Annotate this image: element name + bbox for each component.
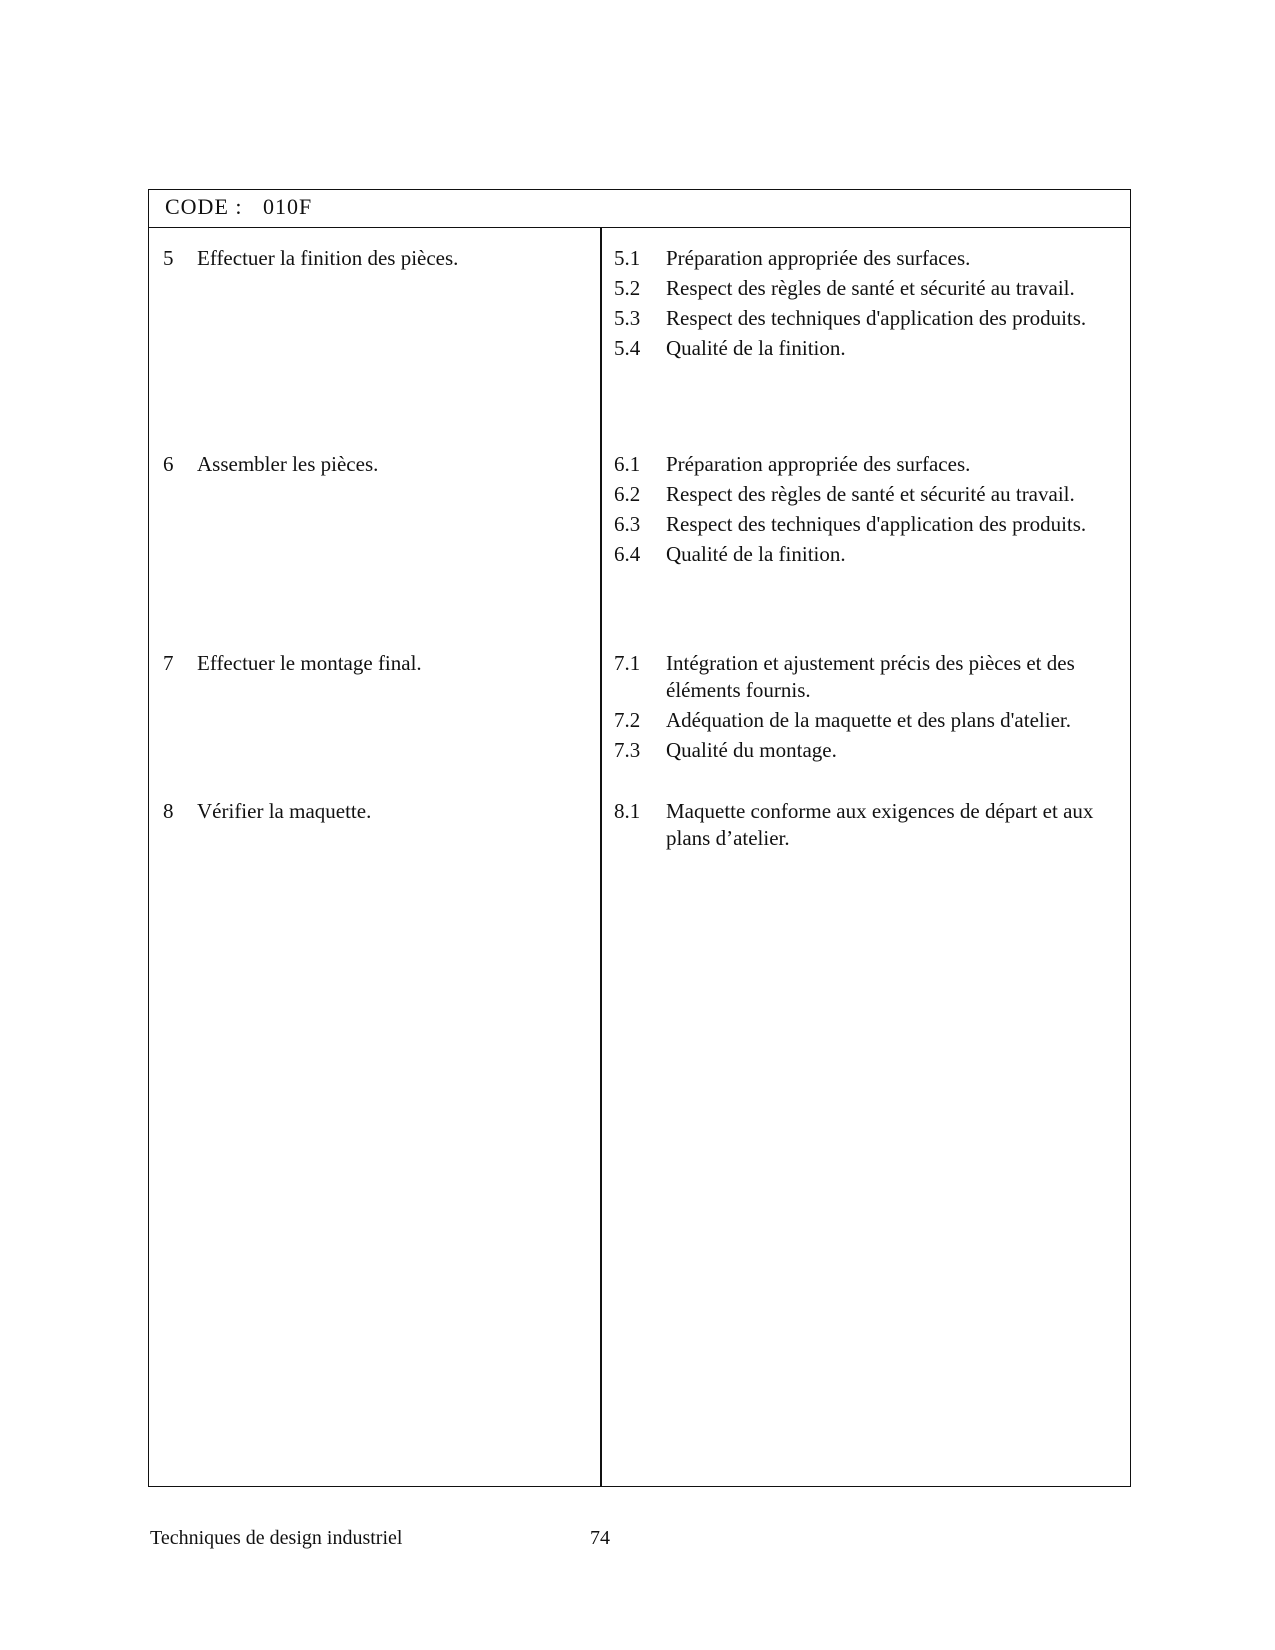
task-number: 7	[163, 651, 174, 675]
criteria-list-5	[614, 245, 1114, 365]
criterion-text: Qualité de la finition.	[666, 542, 846, 566]
column-divider	[600, 228, 602, 1486]
criterion-5-2	[614, 275, 1114, 302]
criterion-number: 6.1	[614, 452, 641, 476]
criterion-number: 7.2	[614, 708, 641, 732]
criterion-5-3	[614, 305, 1114, 332]
criterion-number: 7.1	[614, 651, 641, 675]
criterion-6-4	[614, 541, 1114, 568]
task-text: Vérifier la maquette.	[197, 799, 372, 823]
criterion-text: Intégration et ajustement précis des pièces et des éléments fournis.	[666, 651, 1075, 702]
criteria-list-7	[614, 650, 1114, 767]
task-number: 5	[163, 246, 174, 270]
criterion-text: Adéquation de la maquette et des plans d'atelier.	[666, 708, 1071, 732]
criterion-7-1	[614, 650, 1114, 704]
criterion-number: 5.4	[614, 336, 641, 360]
criterion-8-1	[614, 798, 1114, 852]
task-text: Effectuer la finition des pièces.	[197, 246, 459, 270]
criterion-text: Qualité de la finition.	[666, 336, 846, 360]
competency-table	[148, 189, 1131, 1487]
criteria-list-8	[614, 798, 1114, 855]
criterion-text: Respect des règles de santé et sécurité au travail.	[666, 482, 1075, 506]
task-text: Assembler les pièces.	[197, 452, 379, 476]
criterion-text: Respect des techniques d'application des produits.	[666, 306, 1087, 330]
criterion-5-4	[614, 335, 1114, 362]
criterion-text: Qualité du montage.	[666, 738, 837, 762]
criterion-number: 6.2	[614, 482, 641, 506]
criterion-number: 5.1	[614, 246, 641, 270]
task-text: Effectuer le montage final.	[197, 651, 422, 675]
criterion-text: Préparation appropriée des surfaces.	[666, 452, 971, 476]
code-header-row	[149, 190, 1130, 228]
criterion-number: 8.1	[614, 799, 641, 823]
criterion-7-2	[614, 707, 1114, 734]
criterion-number: 5.2	[614, 276, 641, 300]
criterion-text: Maquette conforme aux exigences de départ et aux plans d’atelier.	[666, 799, 1094, 850]
code-value: 010F	[263, 194, 313, 219]
task-number: 6	[163, 452, 174, 476]
footer-program-title: Techniques de design industriel	[150, 1527, 403, 1549]
criterion-text: Préparation appropriée des surfaces.	[666, 246, 971, 270]
criterion-number: 6.4	[614, 542, 641, 566]
criterion-5-1	[614, 245, 1114, 272]
task-number: 8	[163, 799, 174, 823]
criterion-number: 7.3	[614, 738, 641, 762]
criterion-6-3	[614, 511, 1114, 538]
criterion-number: 5.3	[614, 306, 641, 330]
footer-page-number: 74	[590, 1527, 610, 1549]
criterion-7-3	[614, 737, 1114, 764]
criterion-text: Respect des règles de santé et sécurité au travail.	[666, 276, 1075, 300]
criterion-6-2	[614, 481, 1114, 508]
criterion-6-1	[614, 451, 1114, 478]
criterion-number: 6.3	[614, 512, 641, 536]
criteria-list-6	[614, 451, 1114, 571]
criterion-text: Respect des techniques d'application des produits.	[666, 512, 1087, 536]
code-label: CODE :	[165, 194, 243, 219]
